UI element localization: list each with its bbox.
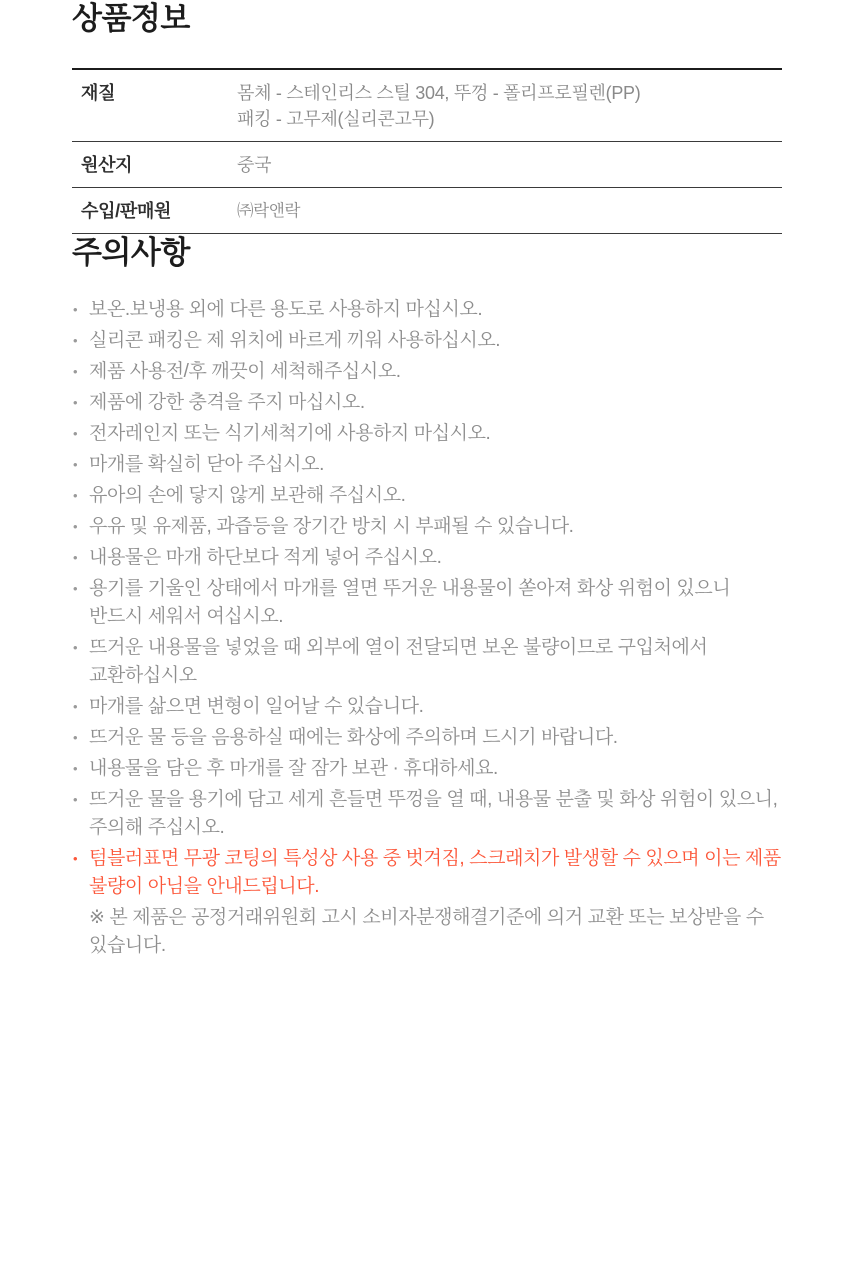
list-item-text: 내용물은 마개 하단보다 적게 넣어 주십시오.	[89, 547, 442, 568]
bullet-icon: •	[73, 550, 78, 565]
bullet-icon: •	[73, 488, 78, 503]
list-item	[72, 786, 784, 842]
list-item	[72, 693, 784, 721]
bullet-icon: •	[73, 699, 78, 714]
bullet-icon: •	[73, 395, 78, 410]
bullet-icon: •	[73, 730, 78, 745]
row-value-line: 중국	[237, 155, 272, 175]
precautions-list	[72, 296, 784, 960]
list-item-text: 전자레인지 또는 식기세척기에 사용하지 마십시오.	[89, 423, 491, 444]
product-info-table	[72, 68, 782, 234]
list-item	[72, 575, 784, 631]
row-label: 재질	[81, 83, 116, 103]
list-item-text: 뜨거운 내용물을 넣었을 때 외부에 열이 전달되면 보온 불량이므로 구입처에서 교환하십시오	[89, 637, 708, 686]
table-row	[72, 142, 782, 188]
list-item	[72, 634, 784, 690]
row-value	[237, 80, 782, 132]
row-value-line: 몸체 - 스테인리스 스틸 304, 뚜껑 - 폴리프로필렌(PP)	[237, 83, 641, 103]
bullet-icon: •	[73, 333, 78, 348]
list-item	[72, 389, 784, 417]
row-label: 원산지	[81, 155, 133, 175]
precautions-title: 주의사항	[72, 235, 190, 270]
bullet-icon: •	[73, 792, 78, 807]
row-value-line: ㈜락앤락	[237, 202, 301, 220]
list-item-text: 유아의 손에 닿지 않게 보관해 주십시오.	[89, 485, 406, 506]
bullet-icon: •	[73, 302, 78, 317]
row-value	[237, 152, 782, 178]
list-item-text: ※ 본 제품은 공정거래위원회 고시 소비자분쟁해결기준에 의거 교환 또는 보상받을 수 있습니다.	[89, 907, 764, 956]
list-item	[72, 327, 784, 355]
list-item	[72, 358, 784, 386]
list-item-text: 보온.보냉용 외에 다른 용도로 사용하지 마십시오.	[89, 299, 483, 320]
list-item-text: 실리콘 패킹은 제 위치에 바르게 끼워 사용하십시오.	[89, 330, 501, 351]
bullet-icon: •	[73, 851, 78, 866]
list-item-text: 제품에 강한 충격을 주지 마십시오.	[89, 392, 365, 413]
list-item	[72, 451, 784, 479]
list-item	[72, 724, 784, 752]
bullet-icon: •	[73, 581, 78, 596]
list-item-text: 제품 사용전/후 깨끗이 세척해주십시오.	[89, 361, 401, 382]
row-value-line: 패킹 - 고무제(실리콘고무)	[237, 109, 435, 129]
list-item-text: 마개를 확실히 닫아 주십시오.	[89, 454, 324, 475]
row-label: 수입/판매원	[81, 201, 172, 221]
list-item-text: 용기를 기울인 상태에서 마개를 열면 뚜거운 내용물이 쏟아져 화상 위험이 있으니 반드시 세워서 여십시오.	[89, 578, 731, 627]
list-item-text: 뜨거운 물 등을 음용하실 때에는 화상에 주의하며 드시기 바랍니다.	[89, 727, 618, 748]
list-item	[72, 755, 784, 783]
row-value	[237, 198, 782, 224]
list-item-text: 내용물을 담은 후 마개를 잘 잠가 보관 · 휴대하세요.	[89, 758, 498, 779]
list-item-text: 텀블러표면 무광 코팅의 특성상 사용 중 벗겨짐, 스크래치가 발생할 수 있으며 이는 제품 불량이 아님을 안내드립니다.	[89, 848, 781, 897]
list-item	[72, 513, 784, 541]
list-item	[72, 296, 784, 324]
bullet-icon: •	[73, 364, 78, 379]
bullet-icon: •	[73, 519, 78, 534]
list-item-text: 뜨거운 물을 용기에 담고 세게 흔들면 뚜껑을 열 때, 내용물 분출 및 화상 위험이 있으니, 주의해 주십시오.	[89, 789, 778, 838]
list-item	[72, 482, 784, 510]
list-item-text: 마개를 삶으면 변형이 일어날 수 있습니다.	[89, 696, 424, 717]
list-item	[72, 544, 784, 572]
list-item-text: 우유 및 유제품, 과즙등을 장기간 방치 시 부패될 수 있습니다.	[89, 516, 574, 537]
bullet-icon: •	[73, 761, 78, 776]
bullet-icon: •	[73, 426, 78, 441]
table-row	[72, 188, 782, 234]
table-row	[72, 70, 782, 142]
bullet-icon: •	[73, 640, 78, 655]
product-info-title: 상품정보	[72, 1, 190, 36]
list-item	[72, 420, 784, 448]
list-item	[72, 904, 784, 960]
list-item	[72, 845, 784, 901]
bullet-icon: •	[73, 457, 78, 472]
